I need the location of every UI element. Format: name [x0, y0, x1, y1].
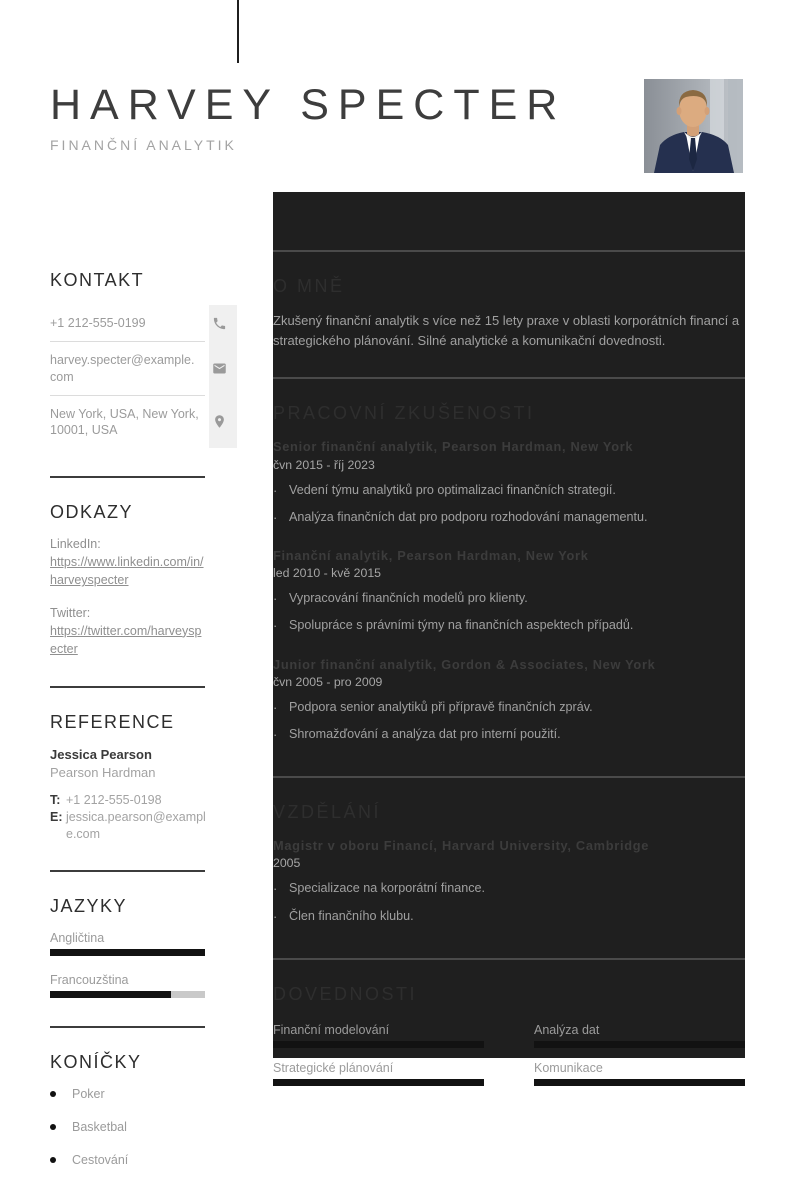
language-label: Angličtina — [50, 931, 105, 946]
contact-address-value: New York, USA, New York, 10001, USA — [50, 395, 205, 449]
skill-bar-fill — [534, 1041, 745, 1048]
bullet-dot — [50, 1157, 56, 1163]
skill-item — [534, 1023, 745, 1048]
o-mne-heading: O MNĚ — [273, 276, 345, 296]
section-reference — [50, 686, 237, 843]
skill-item — [273, 1061, 484, 1086]
section-odkazy — [50, 476, 237, 658]
job-title: Senior finanční analytik, Pearson Hardman, New York — [273, 439, 634, 455]
contact-phone-value: +1 212-555-0199 — [50, 316, 146, 330]
language-label: Francouzština — [50, 973, 129, 988]
language-bar-fill — [50, 949, 205, 956]
section-rule — [50, 1026, 205, 1028]
profile-photo — [644, 79, 743, 173]
section-rule — [50, 870, 205, 872]
education-bullet-text: Člen finančního klubu. — [289, 908, 414, 923]
about-text: Zkušený finanční analytik s více než 15 lety praxe v oblasti korporátních financí a strategického plánování. Silné analytické a komunikační dovednosti. — [273, 313, 740, 349]
jazyky-heading: JAZYKY — [50, 896, 128, 917]
person-job-title: FINANČNÍ ANALYTIK — [50, 137, 237, 154]
language-bar-track — [50, 949, 205, 956]
zkusenosti-heading: PRACOVNÍ ZKUŠENOSTI — [273, 403, 535, 424]
contact-list — [50, 305, 237, 448]
skill-bar-track — [273, 1079, 484, 1086]
skills-grid — [273, 1023, 745, 1086]
bullet-dot: · — [273, 482, 278, 498]
education-degree: Magistr v oboru Financí, Harvard University, Cambridge — [273, 838, 650, 854]
skill-label: Finanční modelování — [273, 1022, 390, 1037]
bullet-dot: · — [273, 699, 278, 715]
bullet-dot: · — [273, 618, 278, 634]
reference-heading: REFERENCE — [50, 711, 175, 732]
section-rule — [50, 476, 205, 478]
kontakt-heading: KONTAKT — [50, 270, 145, 290]
reference-company: Pearson Hardman — [50, 764, 156, 780]
hobby-item — [50, 1120, 237, 1134]
header-divider-line — [237, 0, 239, 63]
skill-bar-fill — [273, 1041, 484, 1048]
job-dates: led 2010 - kvě 2015 — [273, 566, 382, 581]
header — [50, 82, 566, 153]
skill-bar-track — [273, 1041, 484, 1048]
contact-row-phone — [50, 305, 237, 341]
hobby-item — [50, 1153, 237, 1167]
hobby-item — [50, 1087, 237, 1101]
hobby-label: Basketbal — [72, 1120, 127, 1135]
hobby-label: Poker — [72, 1087, 105, 1102]
job-title: Junior finanční analytik, Gordon & Associates, New York — [273, 656, 656, 672]
odkazy-heading: ODKAZY — [50, 502, 134, 523]
dovednosti-heading: DOVEDNOSTI — [273, 983, 418, 1004]
education-dates: 2005 — [273, 856, 301, 871]
job-bullet — [273, 699, 745, 717]
section-zkusenosti — [273, 377, 745, 744]
language-item — [50, 973, 205, 998]
phone-icon — [205, 305, 233, 341]
hobby-label: Cestování — [72, 1153, 129, 1168]
location-icon — [205, 395, 233, 449]
linkedin-link[interactable]: https://www.linkedin.com/in/harveyspecter — [50, 555, 204, 588]
skill-label: Analýza dat — [534, 1022, 600, 1037]
mail-icon — [205, 341, 233, 395]
bullet-dot: · — [273, 509, 278, 525]
link-item-twitter — [50, 606, 205, 658]
section-konicky — [50, 1026, 237, 1167]
job-bullet-text: Vypracování finančních modelů pro klienty. — [289, 591, 528, 606]
skill-label: Strategické plánování — [273, 1060, 394, 1075]
section-rule — [273, 377, 745, 379]
job-dates: čvn 2015 - říj 2023 — [273, 457, 375, 472]
education-bullet-text: Specializace na korporátní finance. — [289, 881, 486, 896]
skill-item — [534, 1061, 745, 1086]
job-title: Finanční analytik, Pearson Hardman, New York — [273, 547, 589, 563]
job-bullet-text: Spolupráce s právními týmy na finančních aspektech případů. — [289, 618, 634, 633]
skill-label: Komunikace — [534, 1060, 603, 1075]
reference-name: Jessica Pearson — [50, 746, 152, 762]
job-bullet — [273, 509, 745, 527]
bullet-dot: · — [273, 727, 278, 743]
section-o-mne — [273, 250, 745, 351]
job-entry — [273, 547, 745, 636]
job-bullet — [273, 590, 745, 608]
job-bullet-text: Analýza finančních dat pro podporu rozhodování managementu. — [289, 509, 648, 524]
bullet-dot — [50, 1091, 56, 1097]
skill-item — [273, 1023, 484, 1048]
vzdelani-heading: VZDĚLÁNÍ — [273, 802, 382, 823]
job-dates: čvn 2005 - pro 2009 — [273, 674, 383, 689]
sidebar — [50, 270, 237, 1186]
skill-bar-track — [534, 1079, 745, 1086]
reference-email-label: E: — [50, 809, 63, 824]
job-bullet-text: Shromažďování a analýza dat pro interní použití. — [289, 727, 561, 742]
main-column — [273, 250, 745, 1112]
reference-phone-value: +1 212-555-0198 — [66, 792, 162, 807]
reference-phone-label: T: — [50, 792, 61, 807]
job-bullet — [273, 482, 745, 500]
twitter-link[interactable]: https://twitter.com/harveyspecter — [50, 623, 202, 656]
twitter-label: Twitter: — [50, 605, 91, 620]
section-rule — [273, 250, 745, 252]
section-rule — [50, 686, 205, 688]
contact-email-value: harvey.specter@example.com — [50, 341, 205, 395]
section-rule — [273, 776, 745, 778]
job-bullet-text: Vedení týmu analytiků pro optimalizaci finančních strategií. — [289, 482, 616, 497]
language-bar-track — [50, 991, 205, 998]
link-item-linkedin — [50, 537, 205, 589]
skill-bar-fill — [273, 1079, 484, 1086]
reference-email-row — [50, 809, 210, 843]
bullet-dot: · — [273, 881, 278, 897]
bullet-dot: · — [273, 591, 278, 607]
job-bullet — [273, 617, 745, 635]
job-entry — [273, 438, 745, 527]
job-bullet-text: Podpora senior analytiků při přípravě finančních zpráv. — [289, 699, 593, 714]
bullet-dot: · — [273, 908, 278, 924]
education-entry — [273, 837, 745, 926]
skill-bar-track — [534, 1041, 745, 1048]
education-bullet — [273, 880, 745, 898]
section-dovednosti — [273, 958, 745, 1086]
language-bar-fill — [50, 991, 171, 998]
person-name: HARVEY SPECTER — [50, 81, 567, 129]
bullet-dot — [50, 1124, 56, 1130]
contact-row-address — [50, 395, 237, 449]
section-rule — [273, 958, 745, 960]
contact-row-email — [50, 341, 237, 395]
reference-phone-row — [50, 792, 210, 809]
job-entry — [273, 656, 745, 745]
section-jazyky — [50, 870, 237, 998]
konicky-heading: KONÍČKY — [50, 1052, 142, 1073]
reference-email-value: jessica.pearson@example.com — [66, 809, 206, 841]
job-bullet — [273, 726, 745, 744]
section-vzdelani — [273, 776, 745, 926]
language-item — [50, 931, 205, 956]
linkedin-label: LinkedIn: — [50, 537, 101, 552]
skill-bar-fill — [534, 1079, 745, 1086]
education-bullet — [273, 908, 745, 926]
section-kontakt — [50, 270, 237, 448]
